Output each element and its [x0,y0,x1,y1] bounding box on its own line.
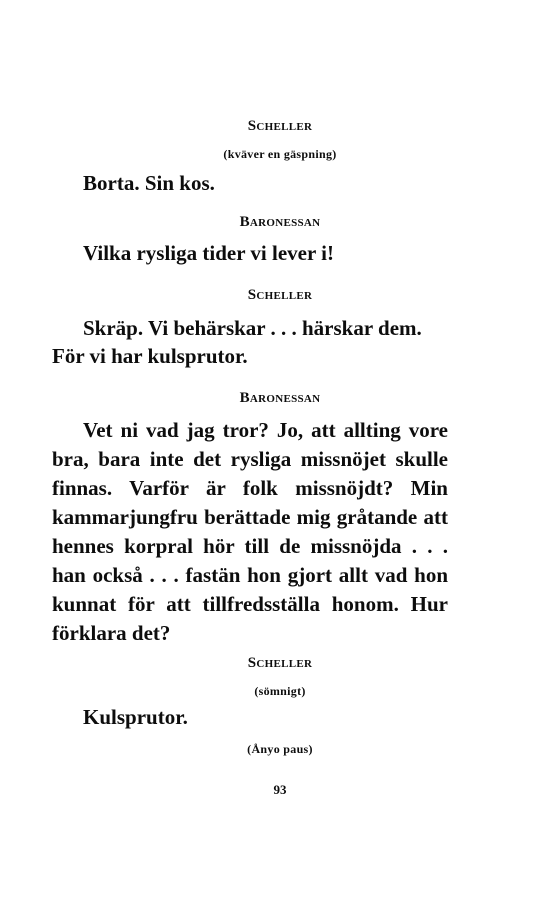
paragraph-line: bra, bara inte det rysliga missnöjet skulle [52,447,448,471]
paragraph-line: han också . . . fastän hon gjort allt vad hon [52,563,448,587]
speaker-name: Baronessan [239,390,321,406]
stage-direction: (sömnigt) [254,684,306,698]
dialogue-line: Vilka rysliga tider vi lever i! [83,241,334,265]
paragraph-line: kammarjungfru berättade mig gråtande att [52,505,448,529]
dialogue-line: Kulsprutor. [83,705,188,729]
dialogue-line: Skräp. Vi behärskar . . . härskar dem. [83,316,422,340]
dialogue-line: För vi har kulsprutor. [52,344,248,368]
speaker-name: Scheller [247,655,313,671]
speaker-name: Baronessan [239,214,321,230]
paragraph-line: förklara det? [52,621,171,645]
speaker-name: Scheller [247,287,313,303]
paragraph-line: Vet ni vad jag tror? Jo, att allting vore [83,418,448,442]
paragraph-line: finnas. Varför är folk missnöjdt? Min [52,476,448,500]
paragraph-line: hennes korpral hör till de missnöjda . . . [52,534,448,558]
stage-direction: (Ånyo paus) [247,742,313,756]
stage-direction: (kväver en gäspning) [223,147,337,161]
dialogue-line: Borta. Sin kos. [83,171,215,195]
speaker-name: Scheller [247,118,313,134]
paragraph-line: kunnat för att tillfredsställa honom. Hur [52,592,448,616]
page-number: 93 [273,782,287,797]
dialogue-paragraph [52,416,448,648]
